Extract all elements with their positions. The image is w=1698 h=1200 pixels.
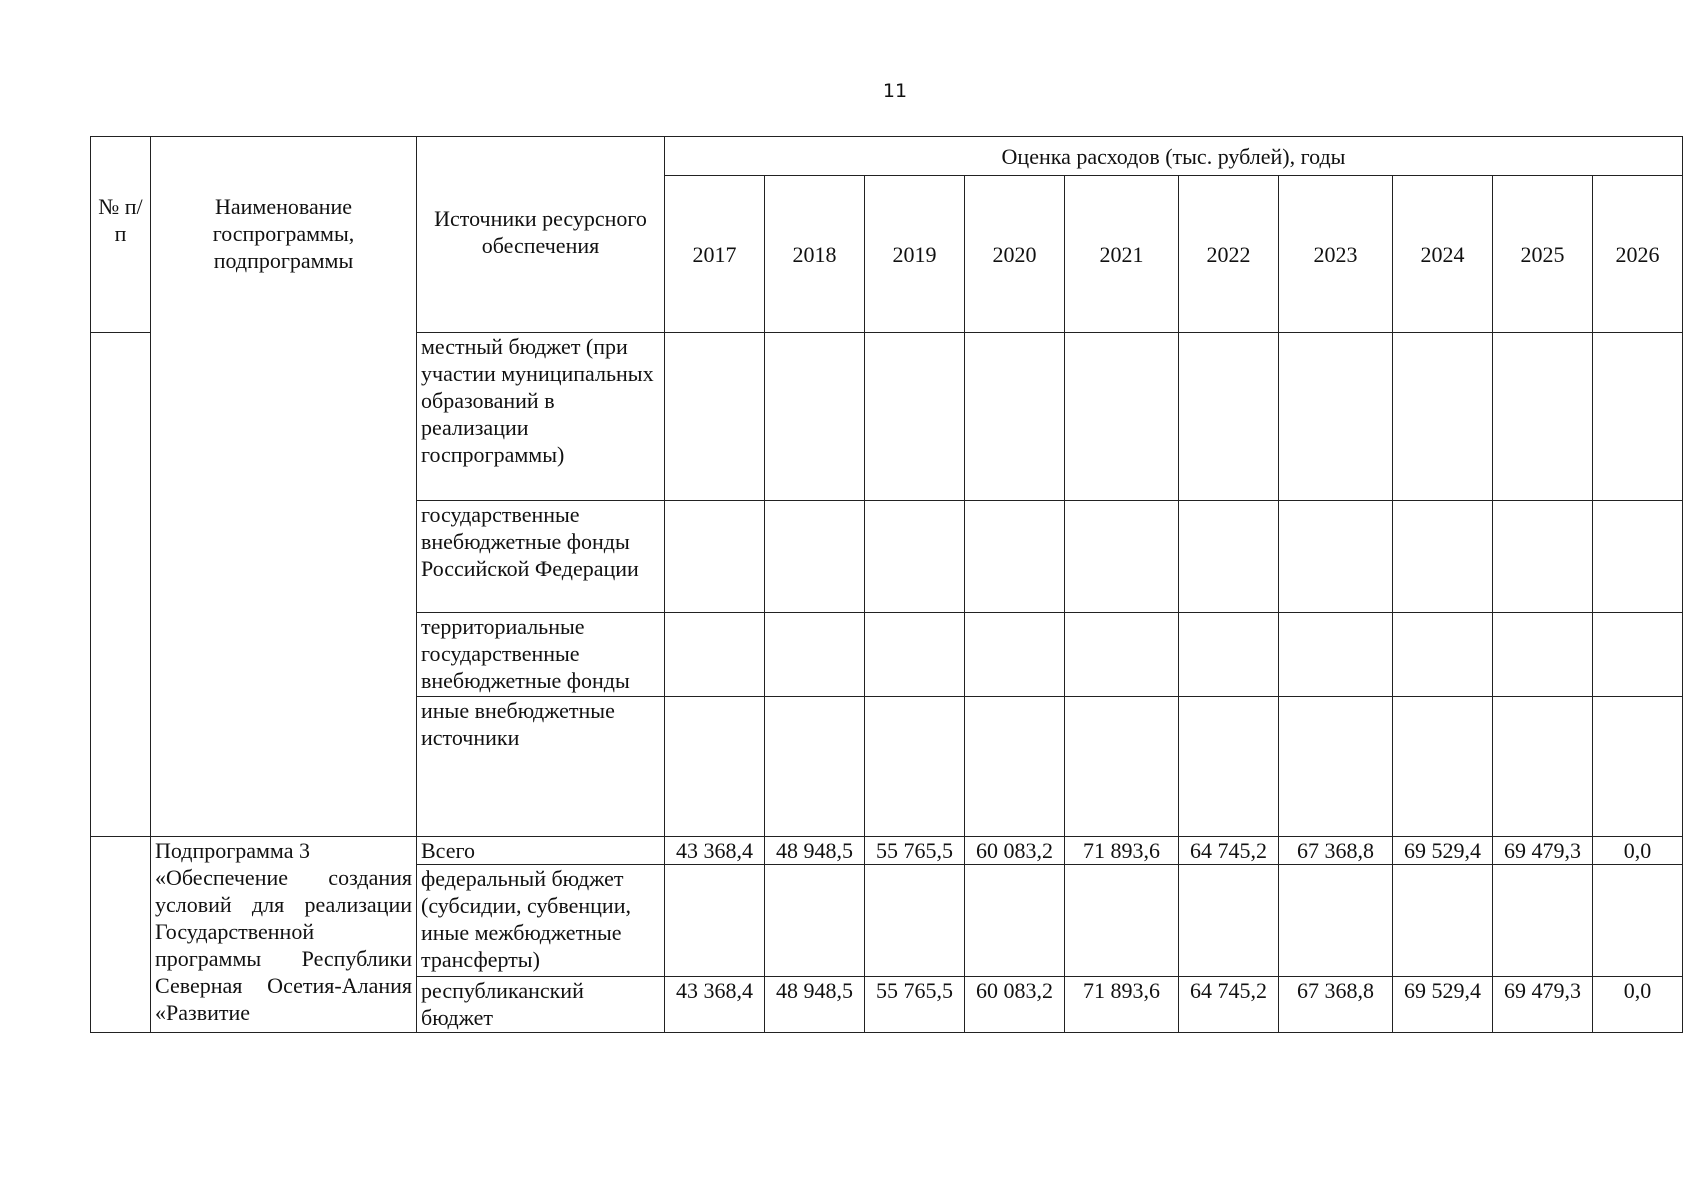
value-cell: 69 529,4: [1393, 837, 1493, 865]
value-cell: 69 479,3: [1493, 837, 1593, 865]
header-num: № п/п: [91, 137, 151, 333]
value-cell: [1279, 865, 1393, 977]
header-estimate: Оценка расходов (тыс. рублей), годы: [665, 137, 1683, 176]
value-cell: [765, 865, 865, 977]
header-year: 2018: [765, 176, 865, 333]
header-name: Наименование госпрограммы, подпрограммы: [151, 137, 417, 837]
header-year: 2019: [865, 176, 965, 333]
subprogram-cell: [151, 837, 417, 1033]
source-cell: местный бюджет (при участии муниципальных образований в реализации госпрограммы): [417, 333, 665, 501]
num-cell-empty: [91, 837, 151, 1033]
value-cell: [1393, 865, 1493, 977]
value-cell: [1179, 865, 1279, 977]
value-cell: 67 368,8: [1279, 837, 1393, 865]
subprogram-title: Подпрограмма 3: [155, 838, 310, 863]
header-year: 2021: [1065, 176, 1179, 333]
budget-table: [90, 136, 1683, 1033]
value-cell: [1493, 865, 1593, 977]
value-cell: 0,0: [1593, 977, 1683, 1033]
value-cell: [965, 865, 1065, 977]
table-row-total: [91, 837, 1683, 865]
value-cell: [1065, 865, 1179, 977]
header-year: 2025: [1493, 176, 1593, 333]
source-cell: федеральный бюджет (субсидии, субвенции, иные межбюджетные трансферты): [417, 865, 665, 977]
header-year: 2023: [1279, 176, 1393, 333]
value-cell: 60 083,2: [965, 977, 1065, 1033]
value-cell: 64 745,2: [1179, 977, 1279, 1033]
value-cell: 64 745,2: [1179, 837, 1279, 865]
source-cell: территориальные государственные внебюджетные фонды: [417, 613, 665, 697]
value-cell: 69 529,4: [1393, 977, 1493, 1033]
value-cell: 71 893,6: [1065, 837, 1179, 865]
header-year: 2022: [1179, 176, 1279, 333]
subprogram-description: «Обеспечение создания условий для реализации Государственной программы Республики Северная Осетия-Алания «Развитие: [155, 865, 412, 1025]
value-cell: 60 083,2: [965, 837, 1065, 865]
value-cell: 69 479,3: [1493, 977, 1593, 1033]
value-cell: 55 765,5: [865, 837, 965, 865]
value-cell: 48 948,5: [765, 977, 865, 1033]
value-cell: 55 765,5: [865, 977, 965, 1033]
header-year: 2026: [1593, 176, 1683, 333]
value-cell: 48 948,5: [765, 837, 865, 865]
value-cell: 43 368,4: [665, 977, 765, 1033]
source-cell: республиканский бюджет: [417, 977, 665, 1033]
num-cell-empty: [91, 333, 151, 837]
header-year: 2017: [665, 176, 765, 333]
header-year: 2020: [965, 176, 1065, 333]
value-cell: [1593, 865, 1683, 977]
value-cell: 0,0: [1593, 837, 1683, 865]
header-year: 2024: [1393, 176, 1493, 333]
header-sources: Источники ресурсного обеспечения: [417, 137, 665, 333]
value-cell: [865, 865, 965, 977]
value-cell: [665, 865, 765, 977]
header-row: [91, 137, 1683, 176]
value-cell: 71 893,6: [1065, 977, 1179, 1033]
source-cell: государственные внебюджетные фонды Российской Федерации: [417, 501, 665, 613]
value-cell: 67 368,8: [1279, 977, 1393, 1033]
page-number: 11: [882, 80, 908, 102]
source-cell-total: Всего: [417, 837, 665, 865]
value-cell: 43 368,4: [665, 837, 765, 865]
source-cell: иные внебюджетные источники: [417, 697, 665, 837]
